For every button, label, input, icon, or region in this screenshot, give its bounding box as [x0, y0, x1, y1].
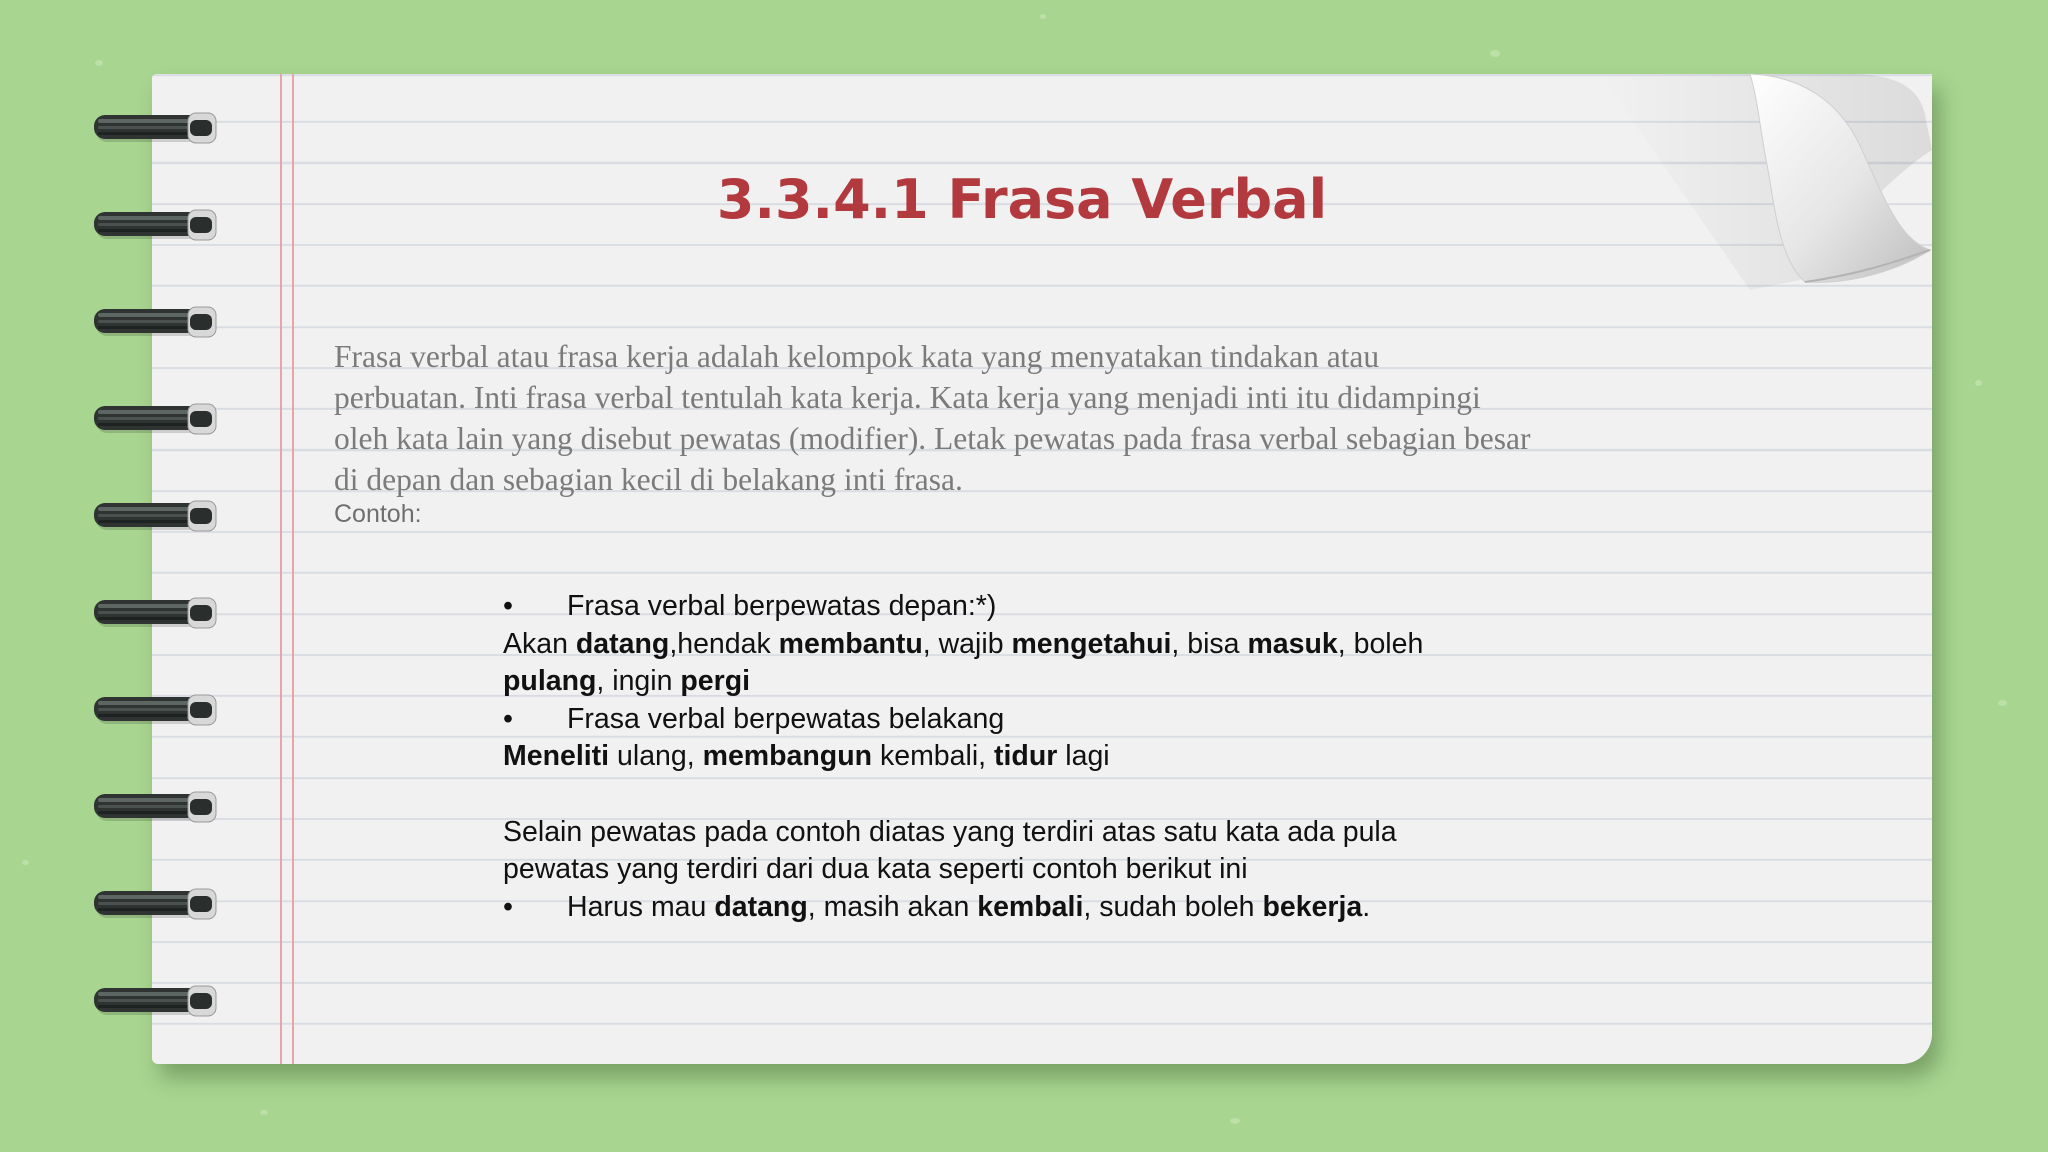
bold-word: mengetahui	[1011, 627, 1172, 660]
list-item	[503, 588, 1603, 626]
bold-word: masuk	[1247, 627, 1338, 660]
intro-line: Frasa verbal atau frasa kerja adalah kelompok kata yang menyatakan tindakan atau	[334, 339, 1380, 374]
text-segment: , ingin	[596, 665, 681, 698]
spiral-ring-icon	[92, 401, 224, 439]
text-segment: ulang,	[609, 740, 703, 773]
background-speckle	[1230, 1118, 1240, 1124]
background-speckle	[1040, 14, 1046, 19]
background-speckle	[1975, 380, 1982, 386]
text-segment: ,hendak	[669, 627, 779, 660]
intro-line: oleh kata lain yang disebut pewatas (modifier). Letak pewatas pada frasa verbal sebagian besar	[334, 421, 1531, 456]
front-example-line-2	[503, 663, 1603, 701]
background-speckle	[260, 1110, 268, 1115]
intro-line: di depan dan sebagian kecil di belakang inti frasa.	[334, 462, 963, 497]
bold-word: kembali	[977, 890, 1084, 923]
background-speckle	[22, 860, 29, 865]
text-segment: lagi	[1057, 740, 1110, 773]
bold-word: datang	[714, 890, 808, 923]
bold-word: datang	[575, 627, 670, 660]
intro-line: perbuatan. Inti frasa verbal tentulah kata kerja. Kata kerja yang menjadi inti itu didampingi	[334, 380, 1481, 415]
spiral-ring-icon	[92, 110, 224, 148]
back-example-line	[503, 738, 1603, 776]
background-speckle	[95, 60, 103, 66]
spiral-ring-icon	[92, 692, 224, 730]
bold-word: Meneliti	[503, 740, 610, 773]
spiral-ring-icon	[92, 886, 224, 924]
back-heading: Frasa verbal berpewatas belakang	[567, 702, 1005, 735]
contoh-label: Contoh:	[334, 500, 422, 528]
text-segment: Akan	[503, 627, 576, 660]
blank-line	[503, 776, 1603, 814]
text-segment: Harus mau	[567, 890, 715, 923]
bullet-icon: •	[503, 590, 513, 622]
list-item	[503, 889, 1603, 927]
two-word-example-line	[567, 891, 1370, 923]
extra-text-line: Selain pewatas pada contoh diatas yang terdiri atas satu kata ada pula	[503, 815, 1397, 848]
list-item	[503, 701, 1603, 739]
text-segment: , masih akan	[807, 890, 978, 923]
bullet-icon: •	[503, 702, 513, 735]
spiral-ring-icon	[92, 498, 224, 536]
extra-text-line: pewatas yang terdiri dari dua kata seperti contoh berikut ini	[503, 853, 1248, 886]
text-segment: .	[1362, 890, 1371, 923]
bold-word: bekerja	[1262, 890, 1363, 923]
spiral-ring-icon	[92, 304, 224, 342]
bold-word: membantu	[778, 627, 923, 660]
bold-word: tidur	[994, 740, 1058, 773]
text-segment: , boleh	[1337, 627, 1424, 660]
text-segment: , wajib	[922, 627, 1012, 660]
bold-word: pulang	[503, 665, 597, 698]
text-segment: kembali,	[872, 740, 995, 773]
front-example-line-1	[503, 626, 1603, 664]
spiral-ring-icon	[92, 789, 224, 827]
bullet-icon: •	[503, 890, 513, 923]
spiral-ring-icon	[92, 983, 224, 1021]
examples-list	[503, 588, 1603, 926]
text-segment: , sudah boleh	[1083, 890, 1263, 923]
slide-title: 3.3.4.1 Frasa Verbal	[716, 168, 1328, 231]
intro-paragraph	[334, 336, 1864, 500]
background-speckle	[1490, 50, 1500, 57]
spiral-ring-icon	[92, 595, 224, 633]
text-segment: , bisa	[1171, 627, 1248, 660]
bold-word: membangun	[702, 740, 873, 773]
bold-word: pergi	[680, 665, 751, 698]
background-speckle	[1998, 700, 2007, 706]
front-heading: Frasa verbal berpewatas depan:*)	[567, 590, 997, 622]
